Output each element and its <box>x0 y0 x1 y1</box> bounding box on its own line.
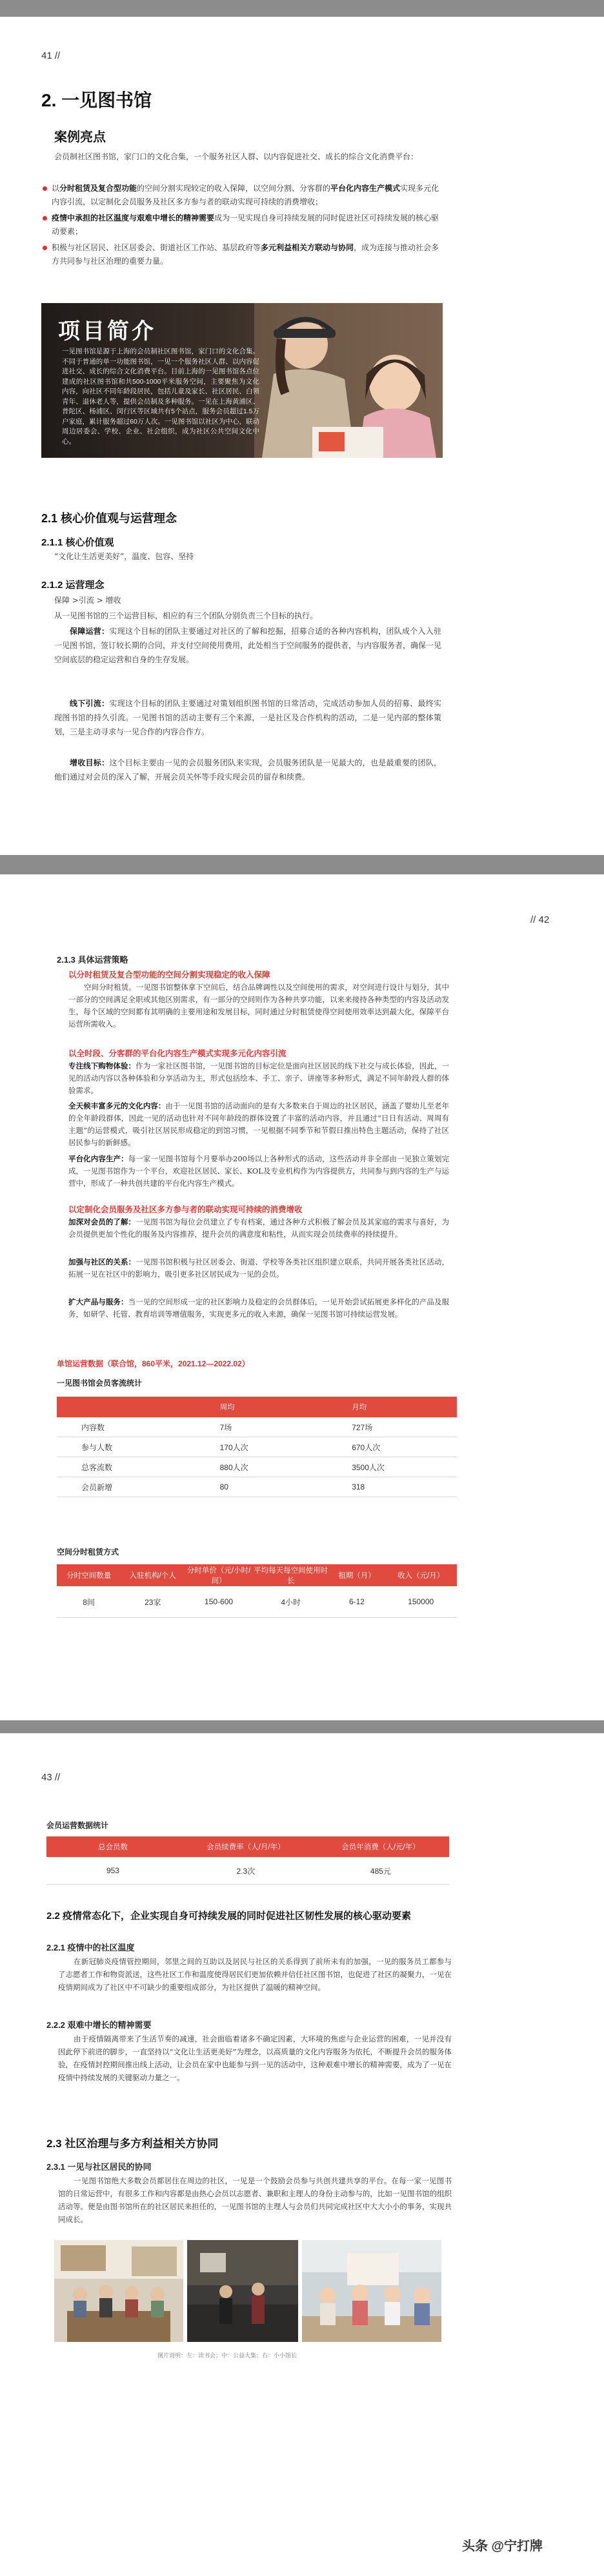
table-cell: 内容数 <box>57 1417 189 1437</box>
page-separator <box>0 1720 604 1733</box>
operations-yinliu <box>54 696 441 739</box>
table-cell: 150000 <box>385 1586 457 1618</box>
subsection-2-1-1: 2.1.1 核心价值观 <box>41 537 114 548</box>
table-row <box>57 1477 457 1497</box>
table-cell: 170人次 <box>189 1437 321 1457</box>
table-row <box>46 1857 449 1885</box>
bullet-text: 的空间分割实现较定的收入保障，以空间分割、分客群的 <box>137 184 331 193</box>
table-cell: 318 <box>321 1477 457 1497</box>
table-cell: 7场 <box>189 1417 321 1437</box>
para-text: 一见图书馆为每位会员建立了专有档案，通过各种方式积极了解会员及其家庭的需求与喜好，为会员提供更加个性化的服务及内容推荐，提升会员的满意度和粘性，从而实现会员续费率的持续提升。 <box>68 1217 450 1239</box>
bullet-text: 成为一见实现自身可持续发展的同时促进社区可持续发展的核心驱动要素； <box>52 213 439 236</box>
bullet-text: 实现多元化内容引流，以定制化会员服务及社区多方参与者的联动实现可持续的消费增收； <box>52 184 439 206</box>
stats-header: 单馆运营数据（联合馆，860平米，2021.12—2022.02） <box>57 1359 250 1368</box>
para-text: 实现这个目标的团队主要通过对社区的了解和挖掘，招募合适的各种内容机构，团队成个入入驻一见图书馆，签订较长期的合同，并支付空间使用费用，此处相当于空间服务的提供者，与内容服务者，确保一见空间底层的稳定运营和自身的生存发展。 <box>54 627 442 664</box>
table-cell: 880人次 <box>189 1457 321 1477</box>
subsection-2-3-1-text: 一见图书馆绝大多数会员都居住在周边的社区，一见是一个鼓励会员参与共创共建共享的平台。在每一家一见图书馆的日常运营中，有很多工作和内容都是由热心会员以志愿者、兼职和主理人的身份主动参与的，比如一见图书馆的组织活动等。便是由图书馆所在的社区居民来担任的，一见图书馆的主理人与会员们共同完成社区中大大小小的事务，实现共同成长。 <box>58 2176 452 2224</box>
para-label: 加强与社区的关系： <box>68 1257 136 1266</box>
strategy-heading-2: 以全时段、分客群的平台化内容生产模式实现多元化内容引流 <box>68 1049 287 1058</box>
strategy-heading-1: 以分时租赁及复合型功能的空间分割实现稳定的收入保障 <box>68 970 270 979</box>
bullet-text: ，成为连接与推动社会多方共同参与社区治理的重要力量。 <box>52 243 439 266</box>
strategy-2-p3 <box>68 1153 449 1190</box>
column-header: 月均 <box>321 1397 457 1417</box>
table-cell: 6-12 <box>329 1586 385 1618</box>
photo-reading-club-image <box>54 2240 183 2342</box>
highlight-bullet <box>41 211 441 239</box>
operations-baozhang <box>54 624 441 667</box>
highlight-bullet <box>41 241 441 268</box>
highlight-bullet <box>41 182 441 209</box>
table-row <box>57 1417 457 1437</box>
column-header: 分时单价（元/小时/间） <box>185 1564 252 1586</box>
column-header: 会员续费率（人/月/年） <box>179 1836 312 1857</box>
para-label: 保障运营： <box>70 627 110 636</box>
para-text: 当一见的空间形成一定的社区影响力及稳定的会员群体后，一见开始尝试拓展更多样化的产品及服务，如研学、托管、教育培训等增值服务，实现更多元的收入来源，确保一见图书馆可持续运营发展。 <box>68 1297 449 1319</box>
photo-little-librarian <box>302 2240 441 2342</box>
column-header: 会员年消费（人/元/年） <box>312 1836 449 1857</box>
para-label: 全天候丰富多元的文化内容： <box>68 1101 166 1110</box>
table-cell: 150-600 <box>185 1586 252 1618</box>
photo-reading-club <box>54 2240 183 2342</box>
column-header: 平均每天每空间使用时长 <box>253 1564 329 1586</box>
bullet-bold: 疫情中承担的社区温度与艰难中增长的精神需要 <box>52 213 215 222</box>
table-row <box>57 1437 457 1457</box>
table-cell: 485元 <box>312 1857 449 1885</box>
para-label: 平台化内容生产： <box>68 1154 128 1163</box>
table-cell: 3500人次 <box>321 1457 457 1477</box>
para-text: 每一家一见图书馆每个月要举办200场以上各种形式的活动，这些活动并非全部由一见独立策划完成，一见图书馆作为一个平台，欢迎社区居民、家长、KOL及专业机构作为内容提供方，共同参与到内容的生产与运营中，形成了一种共创共建的平台化内容生产模式。 <box>68 1154 449 1188</box>
para-label: 线下引流： <box>70 699 110 708</box>
section-2-2-title: 2.2 疫情常态化下，企业实现自身可持续发展的同时促进社区韧性发展的核心驱动要素 <box>46 1911 412 1922</box>
strategy-heading-3: 以定制化会员服务及社区多方参与者的联动实现可持续的消费增收 <box>68 1205 303 1214</box>
bullet-bold: 多元利益相关方联动与协同 <box>261 243 354 252</box>
para-label: 加深对会员的了解： <box>68 1217 136 1226</box>
photo-caption: 图片说明：左：读书会；中：公益大集；右：小小馆长 <box>157 2352 297 2359</box>
bullet-bold: 平台化内容生产模式 <box>330 184 401 193</box>
para-text: 这个目标主要由一见的会员服务团队来实现，会员服务团队是一见最大的，也是最重要的团队，他们通过对会员的深入了解，开展会员关怀等手段实现会员的留存和续费。 <box>54 758 441 782</box>
para-text: 由于一见图书馆的活动面向的是有大多数来自于周边的社区居民，涵盖了婴幼儿至老年的全年龄段群体，因此一见的活动也针对不同年龄段的群体设置了丰富的活动内容，并且通过“日日有活动、周周有主题”的运营模式，吸引社区居民形成稳定的到馆习惯，一见根据不同季节和节假日推出特色主题活动，保持了社区居民参与的新鲜感。 <box>68 1101 450 1147</box>
table-row <box>57 1457 457 1477</box>
strategy-3-p3 <box>68 1296 449 1321</box>
strategy-2-p1 <box>68 1060 449 1097</box>
bullet-bold: 分时租赁及复合型功能 <box>59 184 137 193</box>
section-2-3-title: 2.3 社区治理与多方利益相关方协同 <box>46 2138 219 2150</box>
table-cell: 953 <box>46 1857 179 1885</box>
rent-table <box>57 1564 457 1618</box>
project-text: 一见图书馆是源于上海的会员制社区图书馆，家门口的文化合集。不同于普通的单一功能图书馆，一见一个服务社区人群、以内容促进社交、成长的综合文化消费平台。目前上海的一见图书馆各点位建成的社区图书馆和共500-1000平米服务空间，主要聚焦为文化内容，向社区不同年龄段居民，包括儿童及家长、社区居民、白领青年、退休老人等，提供会员制及多种服务。一见在上海黄浦区、普陀区、杨浦区、闵行区等区域共有5个站点，服务会员超过1.5万户家庭，累计服务超过60万人次。一见图书馆以社区为中心，联动周边居委会、学校、企业、社会组织，成为社区公共空间文化中心。 <box>62 348 259 446</box>
table-cell: 总客流数 <box>57 1457 189 1477</box>
table-cell: 参与人数 <box>57 1437 189 1457</box>
member-table <box>46 1836 449 1885</box>
table-row <box>57 1586 457 1618</box>
operations-zengshou <box>54 756 441 784</box>
highlights-intro-text: 会员制社区图书馆，家门口的文化合集，一个服务社区人群、以内容促进社交、成长的综合文化消费平台： <box>54 152 419 161</box>
table-cell: 23家 <box>121 1586 185 1618</box>
subsection-2-1-3: 2.1.3 具体运营策略 <box>57 955 128 965</box>
page-number: 41 // <box>41 50 61 61</box>
strategy-3-p2 <box>68 1256 449 1281</box>
column-header: 分时空间数量 <box>57 1564 121 1586</box>
operations-line: 保障 >引流 > 增收 <box>54 596 121 605</box>
bullet-text: 积极与社区居民、社区居委会、街道社区工作站、基层政府等 <box>52 243 261 252</box>
watermark: 头条 @宁打牌 <box>462 2539 543 2553</box>
table-header-row <box>57 1397 457 1417</box>
para-label: 专注线下购物体验： <box>68 1061 136 1070</box>
subsection-2-2-2: 2.2.2 艰难中增长的精神需要 <box>46 2020 152 2030</box>
para-text: 作为一家社区图书馆，一见图书馆的目标定位是面向社区居民的线下社交与成长体验，因此，一见的活动内容以各种体验和分享活动为主，形式包括绘本、手工、亲子、讲座等多种形式，满足不同年龄段人群的体验需求。 <box>68 1061 450 1095</box>
para-label: 增收目标： <box>70 758 110 767</box>
subsection-2-2-1-text: 在新冠肺炎疫情管控期间，邻里之间的互助以及居民与社区的关系得到了前所未有的加强，一见的服务员工都参与了志愿者工作和物资派送，这些社区工作和温度使得居民们更加依赖并信任社区图书馆，也促进了社区的凝聚力，一见在疫情期间成为了社区中不可缺少的重要组成部分，为社区提供了温暖的精神空间。 <box>58 1957 452 1992</box>
rent-table-title: 空间分时租赁方式 <box>57 1548 119 1557</box>
page-separator <box>0 855 604 874</box>
strategy-1-text: 空间分时租赁。一见图书馆整体拿下空间后，结合品牌调性以及空间使用的需求，对空间进行设计与划分，其中一部分的空间满足全职或其他区别需求，有一部分的空间则作为各种共享功能，以来来接持各种类型的内容及活动发生，每个区域的空间都有其明确的主要用途和发展目标，同时通过分时租赁使得空间使用效率达到最大化，保障平台运营所需收入。 <box>68 983 449 1028</box>
chapter-title: 2. 一见图书馆 <box>41 90 152 110</box>
operations-intro: 从一见图书馆的三个运营目标，相应的有三个团队分别负责三个目标的执行。 <box>54 611 318 620</box>
table-cell: 670人次 <box>321 1437 457 1457</box>
top-bar <box>0 0 604 17</box>
project-title: 项目简介 <box>58 319 156 344</box>
photo-little-librarian-image <box>302 2240 441 2342</box>
table-header-row <box>57 1564 457 1586</box>
highlights-list <box>41 182 441 271</box>
subsection-2-2-2-text: 由于疫情隔离带来了生活节奏的减速，社会面临着诸多不确定因素，大环境的焦虑与企业运营的困难，一见并没有因此停下前进的脚步，一直坚持以“文化让生活更美好”为理念，以高质量的文化内容服务为依托，不断提升会员的服务体验，在疫情封控期间推出线上活动，让会员在家中也能参与到一见的活动中，这种艰难中增长的精神需要，成为了一见在疫情中持续发展的关键驱动力量之一。 <box>58 2034 452 2082</box>
para-text: 一见图书馆积极与社区居委会、街道、学校等各类社区组织建立联系，共同开展各类社区活动，拓展一见在社区中的影响力，吸引更多社区居民成为一见的会员。 <box>68 1257 450 1279</box>
table-cell: 8间 <box>57 1586 121 1618</box>
page-number: // 42 <box>530 914 550 925</box>
column-header <box>57 1397 189 1417</box>
column-header: 总会员数 <box>46 1836 179 1857</box>
para-text: 实现这个目标的团队主要通过对策划组织图书馆的日常活动，完成活动参加人员的招募、最终实现图书馆的持久引流。一见图书馆的活动主要有三个来源，一是社区及合作机构的活动，二是一见内部的整体策划，三是主动寻求与一见合作的内容合作方。 <box>54 699 441 736</box>
strategy-2-p2 <box>68 1100 449 1149</box>
table-cell: 2.3次 <box>179 1857 312 1885</box>
bullet-text: 以 <box>52 184 60 193</box>
column-header: 租期（月） <box>329 1564 385 1586</box>
subsection-2-3-1: 2.3.1 一见与社区居民的协同 <box>46 2162 152 2172</box>
visits-table <box>57 1397 457 1497</box>
highlights-intro <box>54 150 441 164</box>
photo-charity-fair <box>187 2240 298 2342</box>
visits-table-title: 一见图书馆会员客流统计 <box>57 1379 143 1388</box>
para-label: 扩大产品与服务： <box>68 1297 128 1306</box>
section-2-1-title: 2.1 核心价值观与运营理念 <box>41 512 177 525</box>
member-table-title: 会员运营数据统计 <box>46 1821 109 1830</box>
column-header: 收入（元/月） <box>385 1564 457 1586</box>
table-cell: 会员新增 <box>57 1477 189 1497</box>
values-text: “文化让生活更美好”，温度、包容、坚持 <box>54 552 194 561</box>
project-banner <box>41 303 443 458</box>
page-number: 43 // <box>41 1772 61 1783</box>
table-cell: 4小时 <box>253 1586 329 1618</box>
subsection-2-1-2: 2.1.2 运营理念 <box>41 580 105 591</box>
table-cell: 727场 <box>321 1417 457 1437</box>
column-header: 入驻机构/个人 <box>121 1564 185 1586</box>
highlights-title: 案例亮点 <box>54 130 106 144</box>
column-header: 周均 <box>189 1397 321 1417</box>
photo-charity-fair-image <box>187 2240 298 2342</box>
table-header-row <box>46 1836 449 1857</box>
strategy-3-p1 <box>68 1216 449 1241</box>
table-cell: 80 <box>189 1477 321 1497</box>
subsection-2-2-1: 2.2.1 疫情中的社区温度 <box>46 1943 135 1952</box>
